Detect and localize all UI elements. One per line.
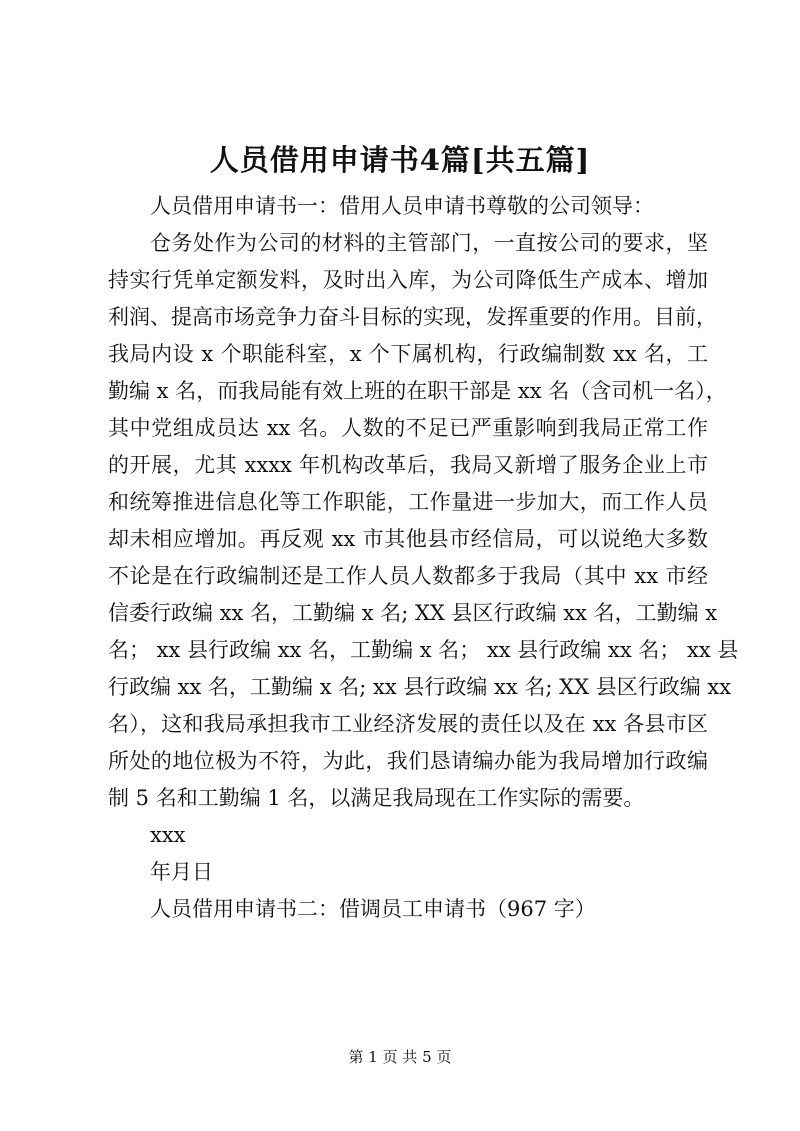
page-number: 第 1 页 共 5 页 <box>348 1048 452 1066</box>
body-line: 却未相应增加。再反观 xx 市其他县市经信局，可以说绝大多数 <box>108 527 708 551</box>
body-line: 其中党组成员达 xx 名。人数的不足已严重影响到我局正常工作 <box>108 416 708 440</box>
body-line: 制 5 名和工勤编 1 名，以满足我局现在工作实际的需要。 <box>108 786 645 810</box>
body-line: 勤编 x 名，而我局能有效上班的在职干部是 xx 名（含司机一名）， <box>108 379 727 403</box>
body-line: 利润、提高市场竞争力奋斗目标的实现，发挥重要的作用。目前， <box>108 305 717 329</box>
body-line: 仓务处作为公司的材料的主管部门，一直按公司的要求，坚 <box>150 231 708 255</box>
body-line: 名； xx 县行政编 xx 名，工勤编 x 名； xx 县行政编 xx 名； xx 县 <box>108 638 739 662</box>
body-line: 持实行凭单定额发料，及时出入库，为公司降低生产成本、增加 <box>108 268 708 292</box>
body-line: 和统筹推进信息化等工作职能，工作量进一步加大，而工作人员 <box>108 490 708 514</box>
body-line: 我局内设 x 个职能科室，x 个下属机构，行政编制数 xx 名，工 <box>108 342 708 366</box>
document-title: 人员借用申请书4篇[共五篇] <box>209 143 591 177</box>
body-line: 所处的地位极为不符，为此，我们恳请编办能为我局增加行政编 <box>108 749 708 773</box>
signature-date: 年月日 <box>150 860 213 884</box>
body-line: 信委行政编 xx 名，工勤编 x 名; XX 县区行政编 xx 名，工勤编 x <box>108 601 718 625</box>
body-line: 名），这和我局承担我市工业经济发展的责任以及在 xx 各县市区 <box>108 712 708 736</box>
document-body <box>108 188 739 928</box>
signature-name: xxx <box>150 823 186 847</box>
body-line: 的开展，尤其 xxxx 年机构改革后，我局又新增了服务企业上市 <box>108 453 708 477</box>
body-line: 不论是在行政编制还是工作人员人数都多于我局（其中 xx 市经 <box>108 564 708 588</box>
body-line: 行政编 xx 名，工勤编 x 名; xx 县行政编 xx 名; XX 县区行政编 xx <box>108 675 732 699</box>
body-line: 人员借用申请书一：借用人员申请书尊敬的公司领导： <box>150 194 654 218</box>
section-heading: 人员借用申请书二：借调员工申请书（967 字） <box>150 897 596 921</box>
